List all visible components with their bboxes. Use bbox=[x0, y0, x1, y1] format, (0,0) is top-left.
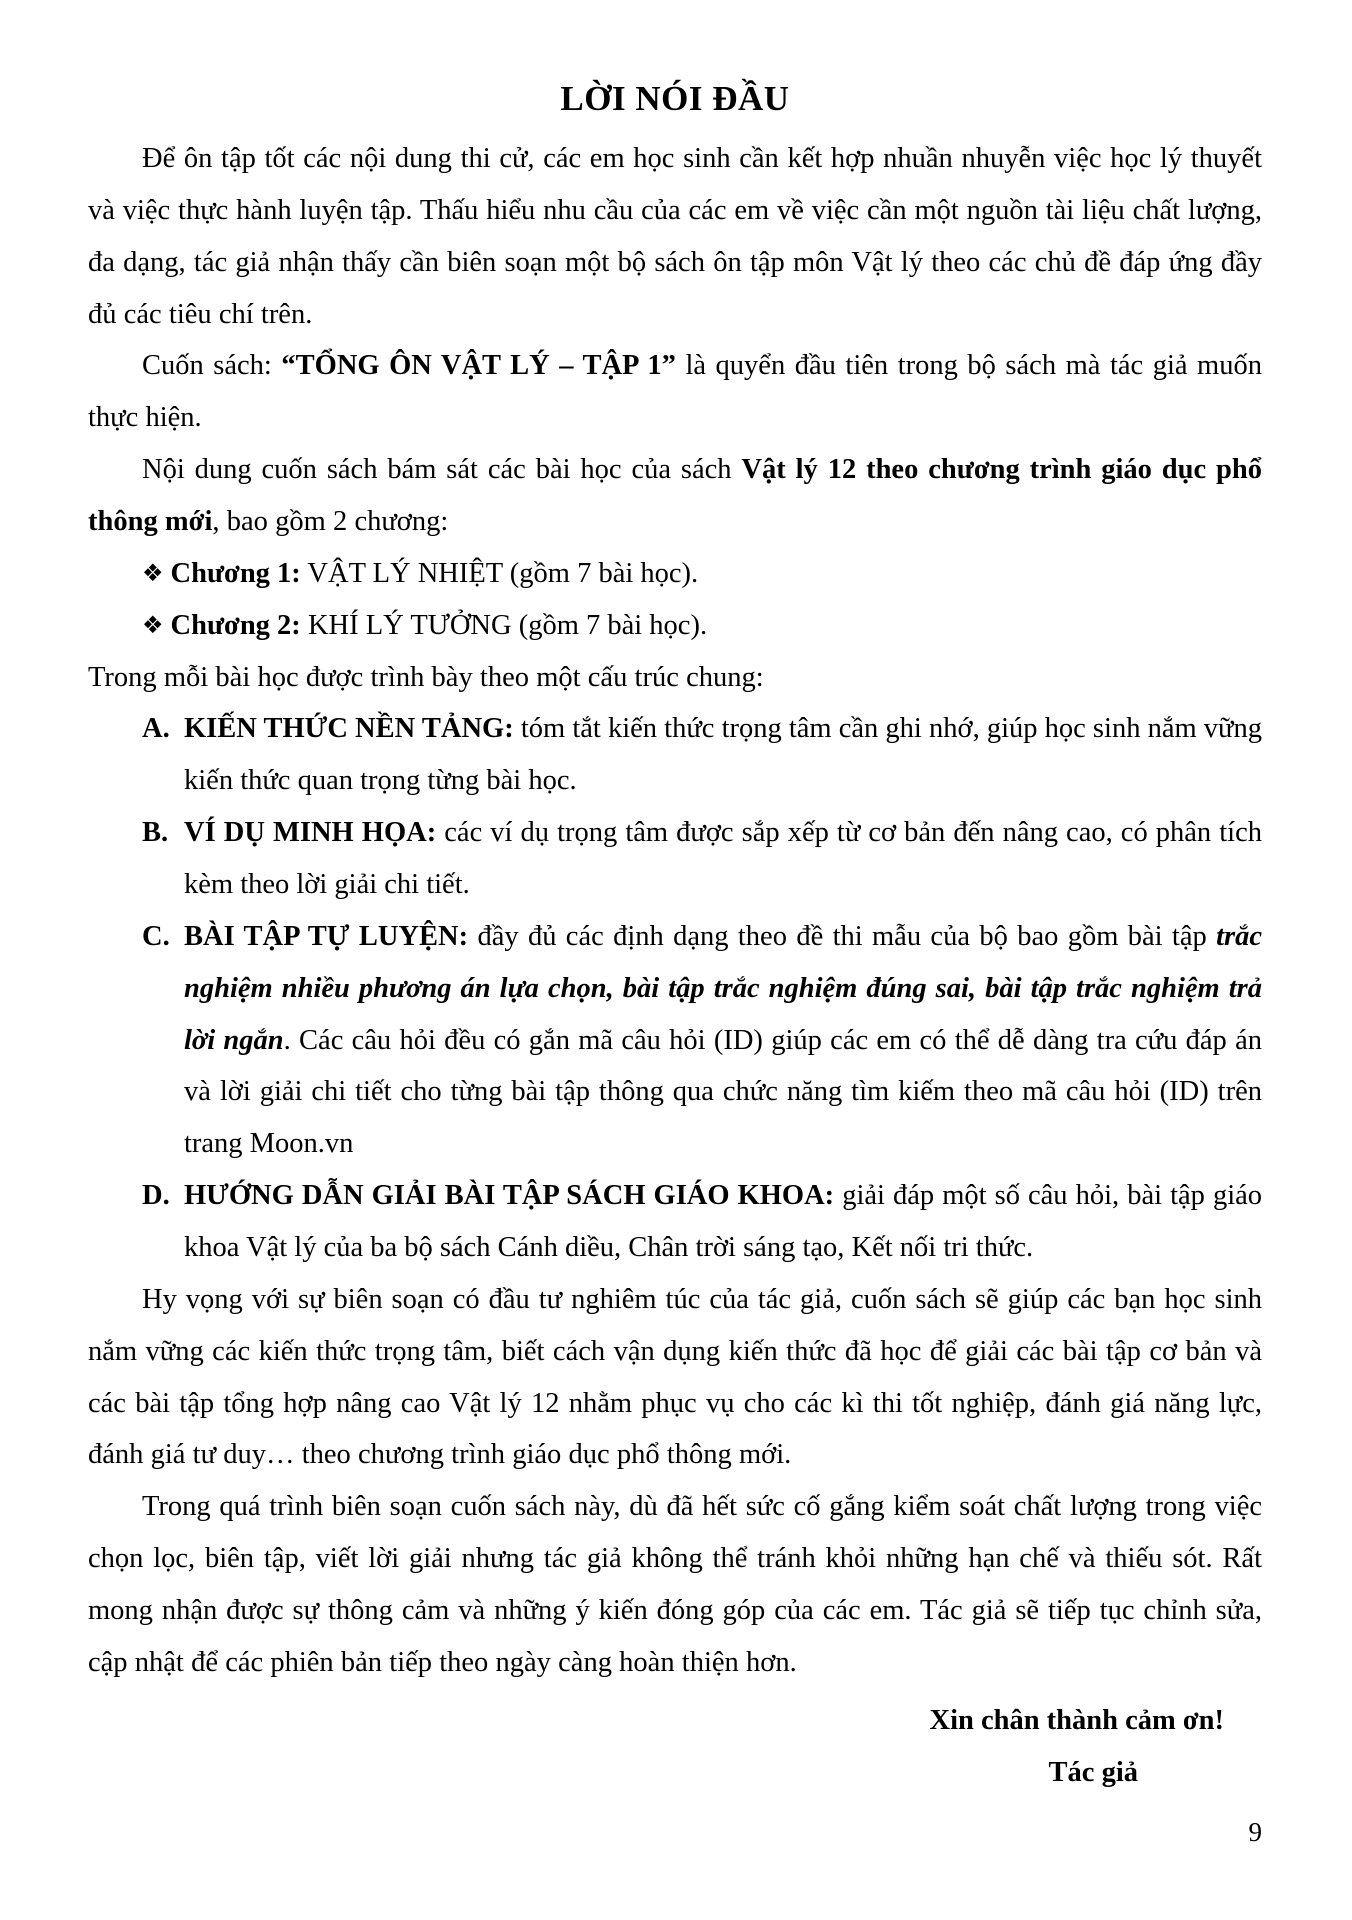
structure-item-b-marker: B. bbox=[142, 817, 169, 849]
structure-item-c-text-2: . Các câu hỏi đều có gắn mã câu hỏi (ID) giúp các em có thể dễ dàng tra cứu đáp án và lời giải chi tiết cho từng bài tập thông qua chức năng tìm kiếm theo mã câu hỏi (ID) trên trang Moon.vn bbox=[184, 1024, 1262, 1160]
book-title-bold: “TỔNG ÔN VẬT LÝ – TẬP 1” bbox=[281, 350, 676, 382]
paragraph-intro: Để ôn tập tốt các nội dung thi cử, các em học sinh cần kết hợp nhuần nhuyễn việc học lý thuyết và việc thực hành luyện tập. Thấu hiểu nhu cầu của các em về việc cần một nguồn tài liệu chất lượng, đa dạng, tác giả nhận thấy cần biên soạn một bộ sách ôn tập môn Vật lý theo các chủ đề đáp ứng đầy đủ các tiêu chí trên. bbox=[88, 143, 1262, 330]
chapter-item-2 bbox=[88, 600, 1262, 652]
structure-item-c-heading: BÀI TẬP TỰ LUYỆN: bbox=[184, 920, 469, 952]
curriculum-bold: Vật lý 12 theo chương trình giáo dục phổ thông mới bbox=[88, 454, 1262, 538]
structure-item-b-text: các ví dụ trọng tâm được sắp xếp từ cơ bản đến nâng cao, có phân tích kèm theo lời giải chi tiết. bbox=[184, 817, 1262, 901]
paragraph-book-title-prefix: Cuốn sách: bbox=[142, 350, 282, 382]
paragraph-book-title-suffix: là quyển đầu tiên trong bộ sách mà tác giả muốn thực hiện. bbox=[88, 350, 1262, 434]
page-content bbox=[88, 78, 1262, 1799]
structure-item-d-text: giải đáp một số câu hỏi, bài tập giáo khoa Vật lý của ba bộ sách Cánh diều, Chân trời sáng tạo, Kết nối tri thức. bbox=[184, 1180, 1263, 1264]
paragraph-content-scope-suffix: , bao gồm 2 chương: bbox=[212, 506, 449, 538]
signoff-author: Tác giả bbox=[1048, 1756, 1138, 1788]
chapter-item-2-label: Chương 2: bbox=[170, 609, 301, 641]
diamond-bullet-icon: ❖ bbox=[142, 558, 164, 587]
chapter-item-2-text: KHÍ LÝ TƯỞNG (gồm 7 bài học). bbox=[300, 609, 708, 641]
chapter-item-1-label: Chương 1: bbox=[170, 557, 301, 589]
structure-item-d-marker: D. bbox=[142, 1180, 170, 1212]
diamond-bullet-icon: ❖ bbox=[142, 610, 164, 639]
chapter-item-1 bbox=[88, 548, 1262, 600]
structure-item-c-marker: C. bbox=[142, 920, 170, 952]
paragraph-apology: Trong quá trình biên soạn cuốn sách này, dù đã hết sức cố gắng kiểm soát chất lượng trong việc chọn lọc, biên tập, viết lời giải nhưng tác giả không thể tránh khỏi những hạn chế và thiếu sót. Rất mong nhận được sự thông cảm và những ý kiến đóng góp của các em. Tác giả sẽ tiếp tục chỉnh sửa, cập nhật để các phiên bản tiếp theo ngày càng hoàn thiện hơn. bbox=[88, 1491, 1262, 1678]
structure-item-a-body bbox=[184, 703, 1262, 807]
chapter-item-1-text: VẬT LÝ NHIỆT (gồm 7 bài học). bbox=[300, 557, 699, 589]
paragraph-hope: Hy vọng với sự biên soạn có đầu tư nghiêm túc của tác giả, cuốn sách sẽ giúp các bạn học sinh nắm vững các kiến thức trọng tâm, biết cách vận dụng kiến thức đã học để giải các bài tập cơ bản và các bài tập tổng hợp nâng cao Vật lý 12 nhằm phục vụ cho các kì thi tốt nghiệp, đánh giá năng lực, đánh giá tư duy… theo chương trình giáo dục phổ thông mới. bbox=[88, 1283, 1262, 1471]
structure-item-b bbox=[88, 807, 1262, 911]
signoff-thanks: Xin chân thành cảm ơn! bbox=[929, 1704, 1224, 1736]
paragraph-content-scope-prefix: Nội dung cuốn sách bám sát các bài học của sách bbox=[142, 454, 742, 486]
structure-item-c-emphasis: trắc nghiệm nhiều phương án lựa chọn, bài tập trắc nghiệm đúng sai, bài tập trắc nghiệm trả lời ngắn bbox=[184, 920, 1262, 1056]
structure-item-a-heading: KIẾN THỨC NỀN TẢNG: bbox=[184, 713, 514, 745]
structure-item-a-marker: A. bbox=[142, 713, 170, 745]
structure-item-c bbox=[88, 911, 1262, 1170]
structure-item-b-heading: VÍ DỤ MINH HỌA: bbox=[184, 817, 437, 849]
structure-item-c-text-1: đầy đủ các định dạng theo đề thi mẫu của bộ bao gồm bài tập bbox=[468, 920, 1217, 952]
page-number: 9 bbox=[1248, 1817, 1262, 1847]
structure-item-a bbox=[88, 703, 1262, 807]
page-title: LỜI NÓI ĐẦU bbox=[560, 79, 790, 118]
structure-item-d bbox=[88, 1170, 1262, 1274]
paragraph-book-title bbox=[88, 340, 1262, 444]
paragraph-structure-lead: Trong mỗi bài học được trình bày theo một cấu trúc chung: bbox=[88, 661, 764, 693]
structure-item-b-body bbox=[184, 807, 1262, 911]
structure-item-d-body bbox=[184, 1170, 1262, 1274]
structure-item-c-body bbox=[184, 911, 1262, 1170]
paragraph-content-scope bbox=[88, 444, 1262, 548]
structure-item-a-text: tóm tắt kiến thức trọng tâm cần ghi nhớ, giúp học sinh nắm vững kiến thức quan trọng từng bài học. bbox=[184, 713, 1262, 797]
structure-item-d-heading: HƯỚNG DẪN GIẢI BÀI TẬP SÁCH GIÁO KHOA: bbox=[184, 1180, 835, 1212]
